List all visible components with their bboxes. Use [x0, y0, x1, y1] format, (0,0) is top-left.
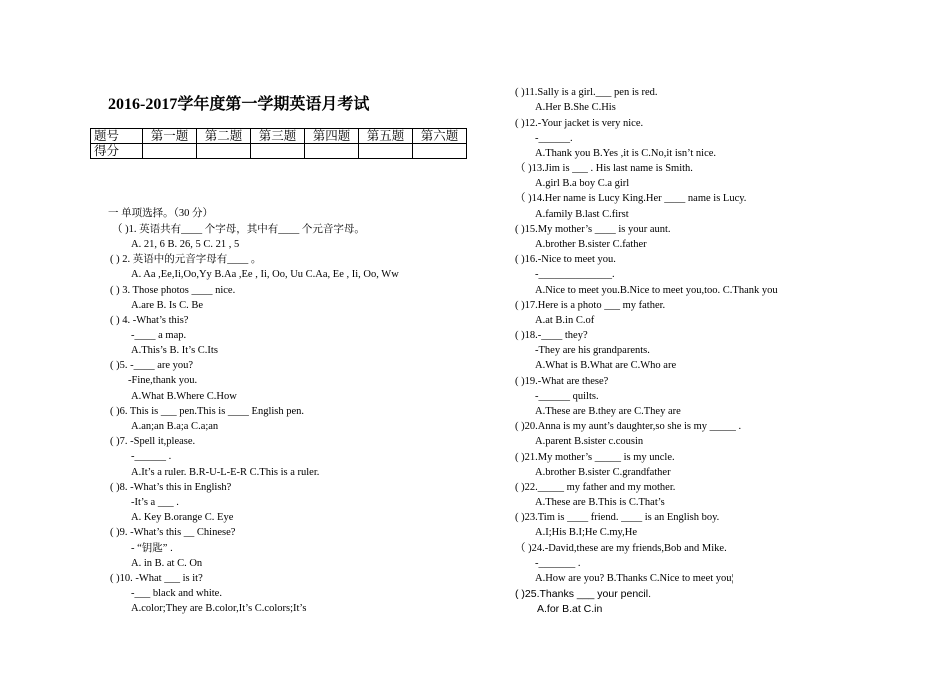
question-line: ( )22._____ my father and my mother.: [515, 482, 676, 493]
question-line: A.I;His B.I;He C.my,He: [535, 527, 637, 538]
score-cell: [413, 144, 467, 159]
question-line: A. in B. at C. On: [131, 558, 203, 569]
question-line: ( )15.My mother’s ____ is your aunt.: [515, 224, 671, 235]
question-line: ( )23.Tim is ____ friend. ____ is an English boy.: [515, 512, 720, 523]
question-line: - “钥匙” .: [131, 543, 173, 554]
question-line: ( )5. -____ are you?: [110, 360, 194, 371]
question-line: A.girl B.a boy C.a girl: [535, 178, 630, 189]
score-cell: 第五题: [359, 129, 413, 144]
question-line: A.brother B.sister C.father: [535, 239, 647, 250]
question-line: -_______ .: [535, 558, 581, 569]
question-line: A.an;an B.a;a C.a;an: [131, 421, 219, 432]
question-line: ( ) 3. Those photos ____ nice.: [110, 285, 236, 296]
question-line: A.at B.in C.of: [535, 315, 595, 326]
score-cell: [359, 144, 413, 159]
question-line: ( )20.Anna is my aunt’s daughter,so she is my _____ .: [515, 421, 742, 432]
score-cell: 第一题: [143, 129, 197, 144]
question-line: -They are his grandparents.: [535, 345, 650, 356]
question-line: ( )12.-Your jacket is very nice.: [515, 118, 644, 129]
question-line: A.are B. Is C. Be: [131, 300, 204, 311]
question-line: A.These are B.This is C.That’s: [535, 497, 665, 508]
question-line: ( )25.Thanks ___ your pencil.: [515, 588, 651, 600]
question-line: -______ quilts.: [535, 391, 599, 402]
question-line: ( )18.-____ they?: [515, 330, 588, 341]
question-line: A.What B.Where C.How: [131, 391, 237, 402]
question-line: A.Nice to meet you.B.Nice to meet you,too. C.Thank you: [535, 285, 778, 296]
score-table-score-row: [91, 144, 467, 159]
question-line: A.It’s a ruler. B.R-U-L-E-R C.This is a ruler.: [131, 467, 320, 478]
question-line: A.parent B.sister c.cousin: [535, 436, 644, 447]
question-line: （ )14.Her name is Lucy King.Her ____ name is Lucy.: [515, 193, 747, 204]
score-cell: 得分: [91, 144, 143, 159]
question-line: A.for B.at C.in: [537, 603, 603, 615]
question-line: A.How are you? B.Thanks C.Nice to meet you¦: [535, 573, 734, 584]
score-table-header-row: [91, 129, 467, 144]
question-line: ( ) 2. 英语中的元音字母有____ 。: [110, 254, 262, 265]
question-line: -Fine,thank you.: [128, 375, 198, 386]
score-cell: [251, 144, 305, 159]
question-line: A.Thank you B.Yes ,it is C.No,it isn’t nice.: [535, 148, 717, 159]
question-line: A. Aa ,Ee,Ii,Oo,Yy B.Aa ,Ee , Ii, Oo, Uu C.Aa, Ee , Ii, Oo, Ww: [131, 269, 399, 280]
question-line: -____ a map.: [131, 330, 187, 341]
question-line: ( ) 4. -What’s this?: [110, 315, 189, 326]
score-table: [90, 128, 467, 159]
question-line: ( )8. -What’s this in English?: [110, 482, 232, 493]
question-line: A. 21, 6 B. 26, 5 C. 21 , 5: [131, 239, 240, 250]
question-line: ( )10. -What ___ is it?: [110, 573, 203, 584]
question-line: （ )1. 英语共有____ 个字母，其中有____ 个元音字母。: [112, 224, 365, 235]
question-line: ( )9. -What’s this __ Chinese?: [110, 527, 236, 538]
question-line: ( )6. This is ___ pen.This is ____ English pen.: [110, 406, 305, 417]
question-line: A.family B.last C.first: [535, 209, 629, 220]
score-cell: 第三题: [251, 129, 305, 144]
question-line: -It’s a ___ .: [131, 497, 179, 508]
score-cell: 第六题: [413, 129, 467, 144]
question-line: ( )11.Sally is a girl.___ pen is red.: [515, 87, 658, 98]
question-line: A.Her B.She C.His: [535, 102, 616, 113]
question-line: 一 单项选择。（30 分）: [108, 208, 213, 219]
question-line: （ )24.-David,these are my friends,Bob and Mike.: [515, 543, 727, 554]
question-line: ( )7. -Spell it,please.: [110, 436, 196, 447]
question-line: A.These are B.they are C.They are: [535, 406, 681, 417]
question-line: ( )17.Here is a photo ___ my father.: [515, 300, 666, 311]
question-line: A.color;They are B.color,It’s C.colors;It’s: [131, 603, 307, 614]
question-line: ( )16.-Nice to meet you.: [515, 254, 616, 265]
score-cell: 第二题: [197, 129, 251, 144]
question-line: A. Key B.orange C. Eye: [131, 512, 234, 523]
question-line: ( )21.My mother’s _____ is my uncle.: [515, 452, 675, 463]
score-cell: 题号: [91, 129, 143, 144]
question-line: -______ .: [131, 451, 172, 462]
score-cell: [305, 144, 359, 159]
score-cell: [143, 144, 197, 159]
question-line: A.This’s B. It’s C.Its: [131, 345, 218, 356]
question-line: ( )19.-What are these?: [515, 376, 609, 387]
question-line: （ )13.Jim is ___ . His last name is Smith.: [515, 163, 693, 174]
question-line: A.What is B.What are C.Who are: [535, 360, 677, 371]
question-line: A.brother B.sister C.grandfather: [535, 467, 671, 478]
question-line: -______.: [535, 133, 573, 144]
score-cell: 第四题: [305, 129, 359, 144]
exam-title: 2016-2017学年度第一学期英语月考试: [108, 96, 370, 113]
question-line: -______________.: [535, 269, 615, 280]
score-cell: [197, 144, 251, 159]
question-line: -___ black and white.: [131, 588, 222, 599]
